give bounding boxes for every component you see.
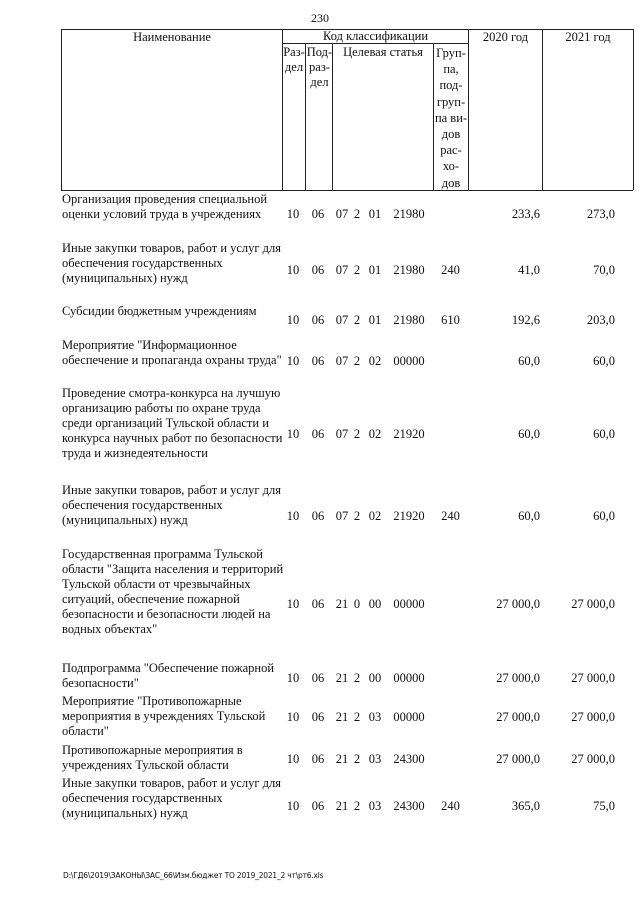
- row-razdel: 10: [286, 313, 300, 327]
- row-name: Противопожарные мероприятия в учреждениях Тульской области: [62, 743, 243, 772]
- header-razdel: Раз- дел: [283, 45, 305, 74]
- row-podrazdel: 06: [311, 710, 325, 724]
- row-2021: 27 000,0: [571, 671, 615, 685]
- row-2020: 27 000,0: [496, 671, 540, 685]
- row-podrazdel: 06: [311, 509, 325, 523]
- row-razdel: 10: [286, 263, 300, 277]
- row-name: Мероприятие "Информационное обеспечение и пропаганда охраны труда": [62, 338, 282, 367]
- row-2020: 60,0: [518, 427, 540, 441]
- row-cs4: 24300: [393, 799, 425, 813]
- row-2021: 203,0: [586, 313, 615, 327]
- row-cs1: 21: [335, 799, 349, 813]
- row-group: 610: [441, 313, 460, 327]
- row-name: Мероприятие "Противопожарные мероприятия в учреждениях Тульской области": [62, 694, 266, 738]
- header-name: Наименование: [133, 30, 211, 44]
- row-cs2: 2: [353, 710, 361, 724]
- row-2020: 27 000,0: [496, 710, 540, 724]
- header-target: Целевая статья: [343, 45, 423, 59]
- row-cs3: 01: [368, 263, 382, 277]
- row-group: 240: [441, 799, 460, 813]
- row-cs4: 00000: [393, 671, 425, 685]
- row-name: Подпрограмма "Обеспечение пожарной безопасности": [62, 661, 275, 690]
- row-2021: 70,0: [593, 263, 615, 277]
- row-cs3: 01: [368, 313, 382, 327]
- row-podrazdel: 06: [311, 313, 325, 327]
- header-2021: 2021 год: [565, 30, 611, 44]
- row-name: Государственная программа Тульской области "Защита населения и территорий Тульской области от чрезвычайных ситуаций, обеспечение пожарной безопасности и безопасности людей на водных объектах": [62, 547, 284, 636]
- row-cs3: 03: [368, 710, 382, 724]
- header-2020: 2020 год: [482, 30, 529, 44]
- row-cs4: 21920: [393, 509, 425, 523]
- row-2021: 60,0: [593, 354, 615, 368]
- row-podrazdel: 06: [311, 597, 325, 611]
- row-group: 240: [441, 263, 460, 277]
- row-2020: 192,6: [511, 313, 540, 327]
- row-razdel: 10: [286, 509, 300, 523]
- row-cs1: 07: [335, 354, 349, 368]
- row-name: Проведение смотра-конкурса на лучшую организацию работы по охране труда среди организаций Тульской области и конкурса научных работ по безопасности труда и жизнедеятельности: [62, 386, 283, 460]
- row-2021: 60,0: [593, 509, 615, 523]
- row-podrazdel: 06: [311, 427, 325, 441]
- row-cs2: 2: [353, 263, 361, 277]
- row-name: Иные закупки товаров, работ и услуг для обеспечения государственных (муниципальных) нужд: [62, 776, 282, 820]
- row-cs4: 21920: [393, 427, 425, 441]
- row-podrazdel: 06: [311, 671, 325, 685]
- row-cs4: 21980: [393, 207, 425, 221]
- row-cs1: 07: [335, 207, 349, 221]
- row-cs2: 2: [353, 799, 361, 813]
- page-number: 230: [311, 11, 329, 25]
- row-2020: 27 000,0: [496, 597, 540, 611]
- row-2020: 60,0: [518, 354, 540, 368]
- row-cs4: 00000: [393, 710, 425, 724]
- row-name: Организация проведения специальной оценки условий труда в учреждениях: [62, 192, 268, 221]
- row-razdel: 10: [286, 671, 300, 685]
- row-razdel: 10: [286, 752, 300, 766]
- row-podrazdel: 06: [311, 799, 325, 813]
- row-razdel: 10: [286, 354, 300, 368]
- row-2021: 27 000,0: [571, 752, 615, 766]
- row-podrazdel: 06: [311, 752, 325, 766]
- row-name: Иные закупки товаров, работ и услуг для обеспечения государственных (муниципальных) нужд: [62, 241, 282, 285]
- row-2020: 365,0: [511, 799, 540, 813]
- row-cs3: 02: [368, 354, 382, 368]
- row-cs3: 00: [368, 597, 382, 611]
- file-path-footer: D:\ГД6\2019\ЗАКОНЫ\ЗАС_66\Изм.бюджет ТО 2019_2021_2 чт\рт6.xls: [63, 871, 324, 880]
- row-podrazdel: 06: [311, 207, 325, 221]
- row-cs1: 21: [335, 597, 349, 611]
- header-group: Груп- па, под- груп- па ви- дов рас- хо- дов: [434, 46, 468, 190]
- row-2020: 41,0: [518, 263, 540, 277]
- row-razdel: 10: [286, 427, 300, 441]
- row-podrazdel: 06: [311, 354, 325, 368]
- row-cs4: 00000: [393, 354, 425, 368]
- row-2021: 27 000,0: [571, 597, 615, 611]
- row-2020: 27 000,0: [496, 752, 540, 766]
- row-razdel: 10: [286, 207, 300, 221]
- row-cs3: 03: [368, 752, 382, 766]
- row-cs2: 2: [353, 509, 361, 523]
- row-cs2: 2: [353, 427, 361, 441]
- row-cs1: 21: [335, 710, 349, 724]
- row-name: Субсидии бюджетным учреждениям: [62, 304, 257, 318]
- row-cs3: 00: [368, 671, 382, 685]
- row-cs3: 01: [368, 207, 382, 221]
- row-name: Иные закупки товаров, работ и услуг для обеспечения государственных (муниципальных) нужд: [62, 483, 282, 527]
- row-2020: 233,6: [511, 207, 540, 221]
- row-cs3: 03: [368, 799, 382, 813]
- row-razdel: 10: [286, 710, 300, 724]
- row-cs4: 21980: [393, 313, 425, 327]
- row-cs1: 07: [335, 509, 349, 523]
- row-cs4: 00000: [393, 597, 425, 611]
- row-cs2: 2: [353, 207, 361, 221]
- row-2021: 273,0: [586, 207, 615, 221]
- row-razdel: 10: [286, 799, 300, 813]
- row-2021: 75,0: [593, 799, 615, 813]
- row-cs2: 2: [353, 313, 361, 327]
- row-razdel: 10: [286, 597, 300, 611]
- row-2020: 60,0: [518, 509, 540, 523]
- row-cs2: 2: [353, 354, 361, 368]
- row-cs2: 2: [353, 671, 361, 685]
- header-code-group: Код классификации: [322, 29, 429, 43]
- row-2021: 60,0: [593, 427, 615, 441]
- row-cs1: 07: [335, 427, 349, 441]
- row-cs1: 07: [335, 313, 349, 327]
- row-cs2: 0: [353, 597, 361, 611]
- row-cs3: 02: [368, 427, 382, 441]
- row-podrazdel: 06: [311, 263, 325, 277]
- row-group: 240: [441, 509, 460, 523]
- row-cs4: 24300: [393, 752, 425, 766]
- header-podrazdel: Под- раз- дел: [306, 45, 333, 89]
- row-cs3: 02: [368, 509, 382, 523]
- row-cs1: 21: [335, 752, 349, 766]
- row-cs4: 21980: [393, 263, 425, 277]
- row-cs1: 21: [335, 671, 349, 685]
- row-cs2: 2: [353, 752, 361, 766]
- row-cs1: 07: [335, 263, 349, 277]
- row-2021: 27 000,0: [571, 710, 615, 724]
